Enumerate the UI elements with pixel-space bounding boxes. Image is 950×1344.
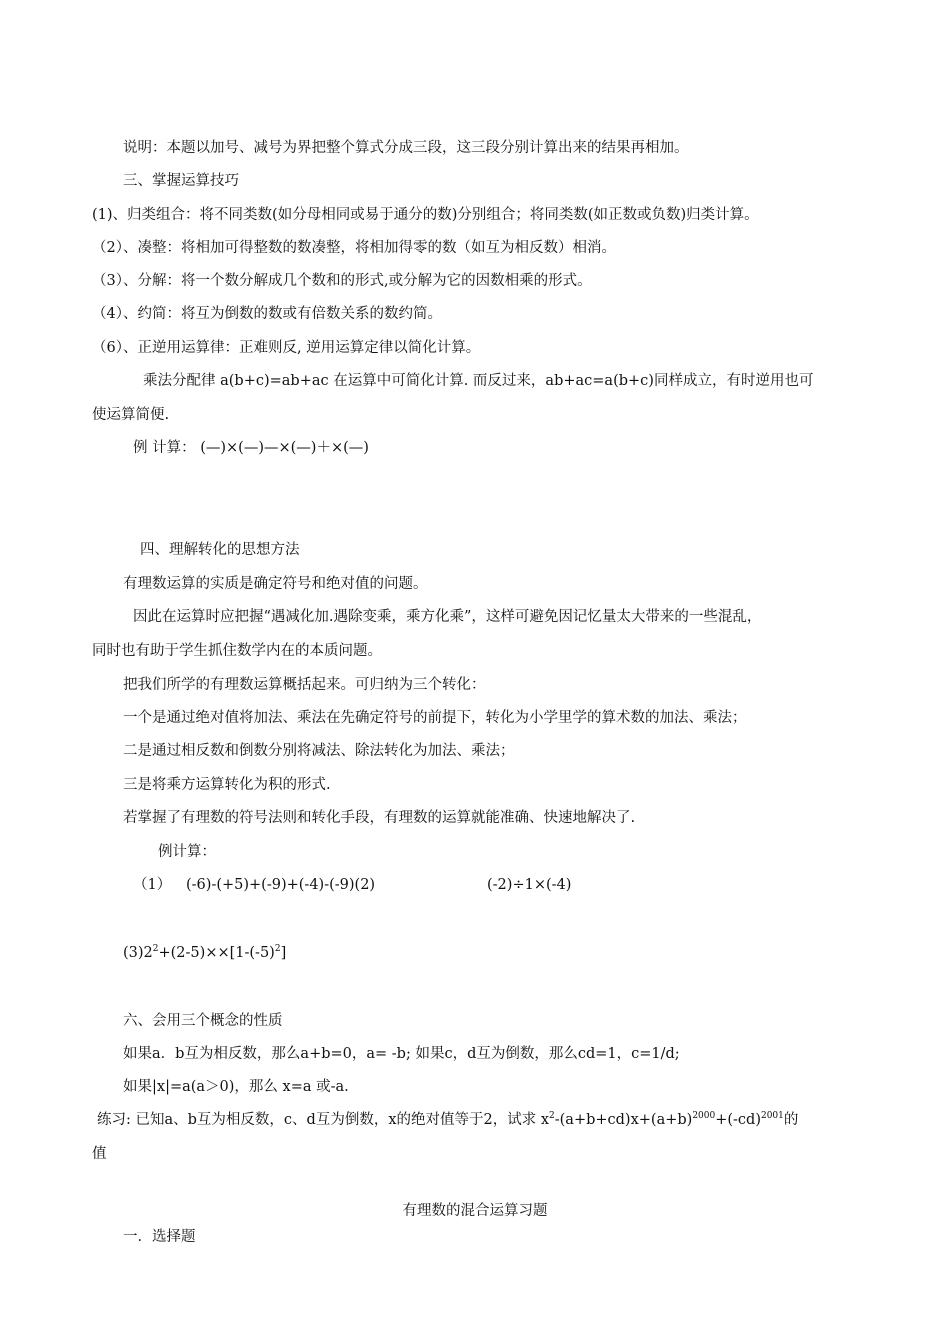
expr-part: ] [280,945,287,961]
paragraph-distributive: 乘法分配律 a(b+c)=ab+ac 在运算中可简化计算. 而反过来，ab+ac=a(b+c)同样成立，有时逆用也可 [143,373,814,389]
expr-part: +(-cd) [715,1112,761,1128]
paragraph-mastery: 若掌握了有理数的符号法则和转化手段，有理数的运算就能准确、快速地解决了. [123,810,636,826]
paragraph-distributive-cont: 使运算简便. [92,407,170,423]
example-calc-heading: 例计算： [158,844,216,860]
expr-part: 练习: 已知a、b互为相反数，c、d互为倒数，x的绝对值等于2，试求 x [97,1112,550,1128]
paragraph-principle-cont: 同时也有助于学生抓住数学内在的本质问题。 [92,643,382,659]
paragraph-note: 说明：本题以加号、减号为界把整个算式分成三段，这三段分别计算出来的结果再相加。 [123,140,689,156]
exponent: 2 [274,944,281,954]
practice-problem [97,1110,798,1130]
exercise-3-expression [123,943,286,963]
paragraph-conversion-3: 三是将乘方运算转化为积的形式. [123,777,331,793]
heading-multiple-choice: 一．选择题 [123,1229,196,1245]
example-calc-1: 例 计算： (—)×(—)—×(—)＋×(—) [133,440,369,456]
paragraph-properties-2: 如果|x|=a(a＞0)，那么 x=a 或-a. [123,1079,349,1095]
section-title-exercises: 有理数的混合运算习题 [402,1203,548,1219]
paragraph-conversion-2: 二是通过相反数和倒数分别将减法、除法转化为加法、乘法； [123,743,515,759]
exercise-1-label: （1） [133,877,172,893]
expr-part: -(a+b+cd)x+(a+b) [554,1112,693,1128]
list-item-1: (1)、归类组合：将不同类数(如分母相同或易于通分的数)分别组合；将同类数(如正数或负数)归类计算。 [92,207,759,223]
list-item-4: （4）、约简：将互为倒数的数或有倍数关系的数约简。 [92,306,442,322]
expr-part: 的 [783,1112,799,1128]
heading-section-3: 三、掌握运算技巧 [123,173,239,189]
exponent: 2 [152,944,159,954]
paragraph-principle: 因此在运算时应把握“遇减化加.遇除变乘，乘方化乘”，这样可避免因记忆量太大带来的一些混乱， [133,609,762,625]
list-item-2: （2）、凑整：将相加可得整数的数凑整，将相加得零的数（如互为相反数）相消。 [92,240,616,256]
paragraph-properties-1: 如果a．b互为相反数，那么a+b=0，a= -b; 如果c，d互为倒数，那么cd=1，c=1/d; [123,1046,680,1062]
paragraph-summary: 把我们所学的有理数运算概括起来。可归纳为三个转化： [123,677,486,693]
heading-section-4: 四、理解转化的思想方法 [140,542,300,558]
expr-part: +(2-5)××[1-(-5) [158,945,275,961]
paragraph-conversion-1: 一个是通过绝对值将加法、乘法在先确定符号的前提下，转化为小学里学的算术数的加法、乘法； [123,710,747,726]
expr-part: (3)2 [123,945,153,961]
paragraph-essence: 有理数运算的实质是确定符号和绝对值的问题。 [123,576,428,592]
practice-problem-cont: 值 [92,1146,107,1162]
heading-section-6: 六、会用三个概念的性质 [123,1013,283,1029]
exponent: 2 [549,1111,555,1121]
exercise-2-expression: (-2)÷1×(-4) [487,877,572,893]
list-item-6: （6）、正逆用运算律：正难则反, 逆用运算定律以简化计算。 [92,340,481,356]
exponent: 2001 [760,1111,784,1121]
exponent: 2000 [692,1111,716,1121]
list-item-3: （3）、分解：将一个数分解成几个数和的形式,或分解为它的因数相乘的形式。 [92,273,592,289]
exercise-1-expression: (-6)-(+5)+(-9)+(-4)-(-9)(2) [186,877,376,893]
